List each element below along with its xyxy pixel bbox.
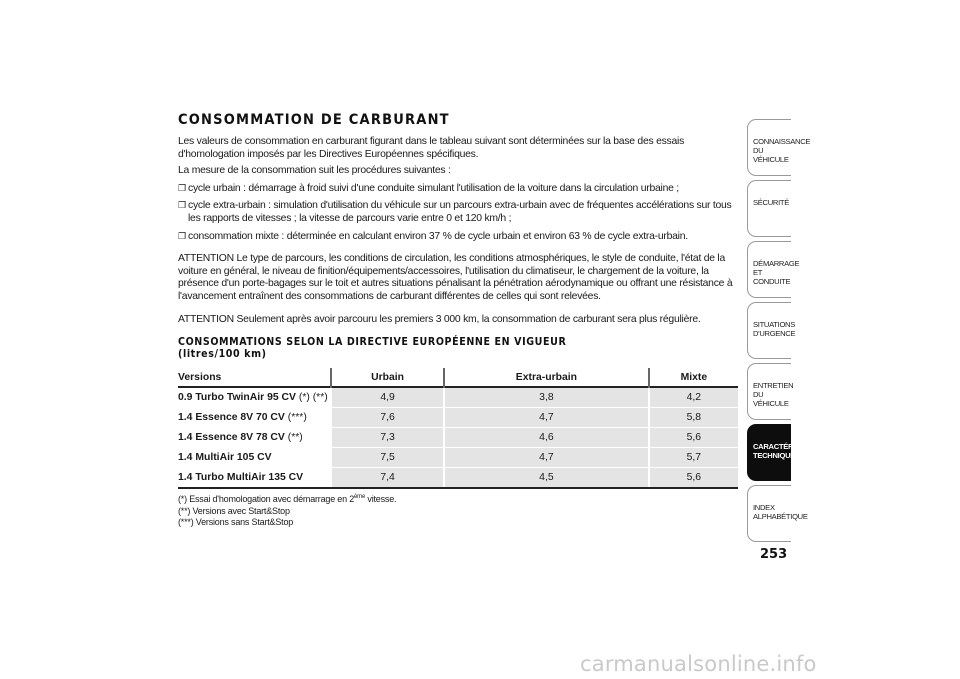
header-urbain: Urbain — [331, 368, 444, 387]
header-extra-urbain: Extra-urbain — [444, 368, 649, 387]
tab-situations-urgence[interactable]: SITUATIONS D'URGENCE — [747, 302, 791, 359]
main-content — [178, 112, 738, 529]
version-cell: 1.4 MultiAir 105 CV — [178, 448, 331, 468]
extra-urbain-cell: 3,8 — [444, 387, 649, 408]
mixte-cell: 5,6 — [649, 428, 738, 448]
bullet-mixed-consumption: ❒ consommation mixte : déterminée en calculant environ 37 % de cycle urbain et environ 63 % de cycle extra-urbain. — [178, 230, 688, 242]
extra-urbain-cell: 4,5 — [444, 468, 649, 489]
page-number: 253 — [760, 547, 788, 562]
table-row — [178, 448, 738, 468]
table-row — [178, 468, 738, 489]
urbain-cell: 7,6 — [331, 408, 444, 428]
chapter-sidebar — [747, 119, 827, 546]
page-title: CONSOMMATION DE CARBURANT — [178, 112, 450, 128]
checkbox-bullet-icon: ❒ — [178, 200, 186, 211]
urbain-cell: 4,9 — [331, 387, 444, 408]
bullet-urban-cycle: ❒ cycle urbain : démarrage à froid suivi d'une conduite simulant l'utilisation de la voiture dans la circulation urbaine ; — [178, 182, 679, 194]
intro-paragraph: Les valeurs de consommation en carburant figurant dans le tableau suivant sont déterminées sur la base des essais d'homologation imposés par les Directives Européennes spécifiques. — [178, 136, 685, 160]
header-mixte: Mixte — [680, 371, 708, 383]
footnote-2: (**) Versions avec Start&Stop — [178, 505, 290, 516]
mixte-cell: 5,7 — [649, 448, 738, 468]
watermark: carmanualsonline.info — [580, 652, 817, 676]
extra-urbain-cell: 4,7 — [444, 408, 649, 428]
version-cell: 1.4 Essence 8V 70 CV (***) — [178, 408, 331, 428]
table-row — [178, 387, 738, 408]
mixte-cell: 5,8 — [649, 408, 738, 428]
procedures-intro: La mesure de la consommation suit les procédures suivantes : — [178, 165, 451, 177]
tab-entretien-vehicule[interactable]: ENTRETIEN DU VÉHICULE — [747, 363, 791, 420]
checkbox-bullet-icon: ❒ — [178, 230, 186, 241]
urbain-cell: 7,3 — [331, 428, 444, 448]
checkbox-bullet-icon: ❒ — [178, 182, 186, 193]
tab-caracteristiques-techniques[interactable]: CARACTÉRISTIQUES TECHNIQUES — [747, 424, 791, 481]
table-row — [178, 428, 738, 448]
attention-paragraph-2: ATTENTION Seulement après avoir parcouru les premiers 3 000 km, la consommation de carburant sera plus régulière. — [178, 313, 701, 325]
header-versions: Versions — [178, 368, 331, 387]
urbain-cell: 7,4 — [331, 468, 444, 489]
table-footnotes — [178, 492, 738, 529]
table-row — [178, 408, 738, 428]
version-cell: 1.4 Turbo MultiAir 135 CV — [178, 468, 331, 489]
footnote-1: (*) Essai d'homologation avec démarrage en 2ème vitesse. — [178, 494, 397, 505]
mixte-cell: 5,6 — [649, 468, 738, 489]
bullet-extra-urban-cycle: ❒ cycle extra-urbain : simulation d'utilisation du véhicule sur un parcours extra-urbain avec de fréquentes accélérations sur tous les rapports de vitesses ; la vitesse de parcours varie entre 0 et 120 km/h ; — [178, 200, 732, 224]
mixte-cell: 4,2 — [649, 387, 738, 408]
table-header-row — [178, 368, 738, 387]
footnote-3: (***) Versions sans Start&Stop — [178, 517, 294, 528]
extra-urbain-cell: 4,6 — [444, 428, 649, 448]
version-cell: 0.9 Turbo TwinAir 95 CV (*) (**) — [178, 387, 331, 408]
tab-index-alphabetique[interactable]: INDEX ALPHABÉTIQUE — [747, 485, 791, 542]
urbain-cell: 7,5 — [331, 448, 444, 468]
extra-urbain-cell: 4,7 — [444, 448, 649, 468]
tab-securite[interactable]: SÉCURITÉ — [747, 180, 791, 237]
tab-demarrage-conduite[interactable]: DÉMARRAGE ET CONDUITE — [747, 241, 791, 298]
section-subtitle: CONSOMMATIONS SELON LA DIRECTIVE EUROPÉENNE EN VIGUEUR (litres/100 km) — [178, 336, 567, 361]
version-cell: 1.4 Essence 8V 78 CV (**) — [178, 428, 331, 448]
consumption-table — [178, 368, 738, 489]
tab-connaissance-vehicule[interactable]: CONNAISSANCE DU VÉHICULE — [747, 119, 791, 176]
attention-paragraph-1: ATTENTION Le type de parcours, les conditions de circulation, les conditions atmosphériques, le style de conduite, l'état de la voiture en général, le niveau de finition/équipements/accessoires, l'utilisation du climatiseur, le chargement de la voiture, la présence d'un porte-bagages sur le toit et autres situations pénalisant la pénétration aérodynamique ou offrant une résistance à l'avancement entraînent des consommations de carburant différentes de celles qui sont relevées. — [178, 253, 733, 302]
